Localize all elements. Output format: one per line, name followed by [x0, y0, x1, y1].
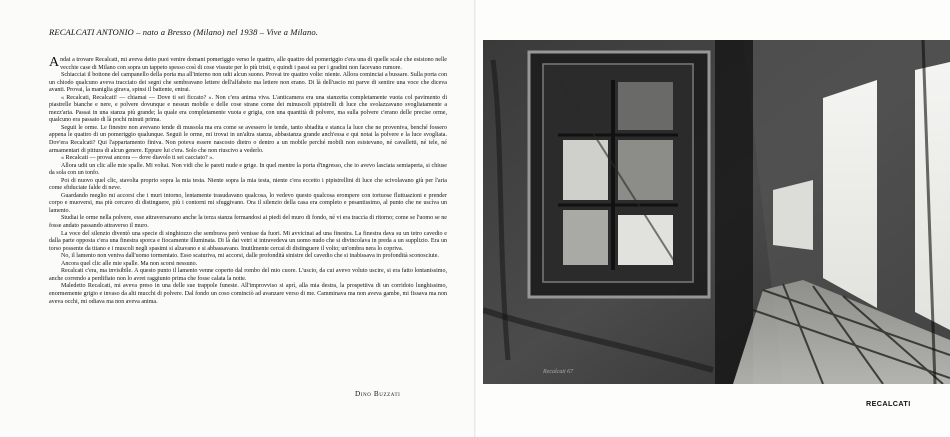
page-gutter: [474, 0, 476, 437]
paragraph-10: La voce del silenzio diventò una specie di singhiozzo che sembrava però venisse da fuori. Mi avvicinai ad una finestra. La finestra dava su un tetro cavedio e dalla parte opposta c'era una finestra sporca e fiocamente illuminata. Di là dai vetri si intravedeva un uomo nudo che si divincolava in preda a un supplizio. Era un torso possente da titano e i muscoli negli spasimi si alzavano e si abbassavano. Inutilmente cercai di distinguere il volto; un'ombra nera lo copriva.: [49, 230, 447, 252]
artist-name: RECALCATI ANTONIO: [49, 27, 134, 37]
paragraph-7: Poi di nuovo quel clic, stavolta proprio sopra la mia testa. Niente sopra la mia testa, niente c'era eccetto i pipistrellini di luce che scivolavano giù per l'aria come sfiduciate falde di neve.: [49, 177, 447, 192]
paragraph-2: Schiacciai il bottone del campanello della porta ma all'interno non udii alcun suono. Provai tre quattro volte: niente. Allora cominciai a bussare. Sulla porta con un chiodo qualcuno aveva tracciato dei segni che sembravano lettere dell'alfabeto ma lettere non erano. Di là dell'uscio mi parve di sentire una voce che diceva avanti. Provai, la maniglia girava, spinsi il battente, entrai.: [49, 72, 447, 94]
paragraph-6: Allora udii un clic alle mie spalle. Mi voltai. Non vidi che le pareti nude e grige. In quel mentre la porta d'ingresso, che io avevo lasciata semiaperta, si chiuse da sola con un tonfo.: [49, 162, 447, 177]
paragraph-9: Studiai le orme nella polvere, esse attraversavano anche la terza stanza fermandosi ai piedi del muro di fondo, né vi era traccia di ritorno; come se l'uomo se ne fosse andato passando attraverso il muro.: [49, 215, 447, 230]
paragraph-13: Recalcati c'era, ma invisibile. A questo punto il lamento venne coperto dal rombo del mio cuore. L'uscio, da cui avevo voluto uscire, si era fatto lontanissimo, anche correndo a perdifiato non lo avrei raggiunto prima che fosse calata la notte.: [49, 268, 447, 282]
paragraph-4: Seguii le orme. Le finestre non avevano tende di mussola ma era come se avessero le tende, tanto sbiadita e stanca la luce che ne proveniva, benché fossero appena le quattro di un pomeriggio qualunque. Seguii le orme, mi trovai in un'altra stanza, abbastanza grande anch'essa e qui notai la polvere e la luce svogliata. Dov'era Recalcati? Qui l'appartamento finiva. Non poteva essere nascosto dietro o dentro a un mobile perché mobili non esistevano, né cavalletti, né tele, né armamentari di pittura di alcun genere. Eppure lui c'era. Solo che non riuscivo a vederlo.: [49, 124, 447, 154]
article-header: [49, 27, 449, 37]
paragraph-11: No, il lamento non veniva dall'uomo tormentato. Esso scaturiva, mi accorsi, dalle profondità sinistre del cavedio che si inabissava in profondità sconosciute.: [61, 253, 439, 260]
drop-cap: A: [49, 55, 60, 70]
article-body: [49, 57, 447, 306]
paragraph-3: « Recalcati, Recalcati! — chiamai — Dove ti sei ficcato? ». Non c'era anima viva. L'anticamera era una stanzetta completamente vuota col pavimento di piastrelle bianche e nere, e polvere dovunque e nessun mobile e delle cose strane come dei minuscoli pipistrelli di luce che svolazzavano svogliatamente a mezz'aria. Passai in una stanza più grande; la quale era completamente vuota e grigia, con una quantità di polvere, ma sulla polvere c'erano delle precise orme, qualcuno era passato di là pochi minuti prima.: [49, 94, 447, 124]
paragraph-14: Maledetto Recalcati, mi aveva preso in una delle sue trappole funeste. All'improvviso si aprì, alla mia destra, la prospettiva di un corridoio lunghissimo, enormemente grigio e invaso da alti mucchi di polvere. Dal fondo un coso cominciò ad avanzare verso di me. Camminava ma non aveva gambe, mi fissava ma non aveva occhi, mi odiava ma non aveva anima.: [49, 283, 447, 305]
paragraph-8: Guardando meglio mi accorsi che i muri intorno, lentamente trasudavano qualcosa, lo vedevo questo qualcosa erompere con tortuose fluttuazioni e prender corpo e muoversi, ma più cercavo di distinguere, più i contorni mi sfuggivano. Ora il silenzio della casa era completo e pesantissimo, al punto che ne uscìva un lamento.: [49, 192, 447, 214]
paragraph-12: Ancora quel clic alle mie spalle. Ma non scorsi nessuno.: [61, 260, 198, 267]
artist-bio: – nato a Bresso (Milano) nel 1938 – Vive a Milano.: [133, 27, 318, 37]
artwork-caption: RECALCATI: [866, 399, 911, 408]
paragraph-5: « Recalcati — provai ancora — dove diavolo ti sei cacciato? ».: [61, 155, 214, 162]
paragraph-1: Andai a trovare Recalcati, mi aveva detto puoi venire domani pomeriggio verso le quattro, alle quattro del pomeriggio c'era una di quelle scale che esistono nelle vecchie case di Milano con sopra un tappeto spesso così di cose vissute per lo più tristi, e quindi i passi su per i gradini non facevano rumore.: [49, 55, 447, 71]
painter-signature: Recalcati 67: [543, 369, 574, 375]
author-signature: Dino Buzzati: [355, 390, 401, 398]
artwork-painting: [483, 40, 950, 384]
